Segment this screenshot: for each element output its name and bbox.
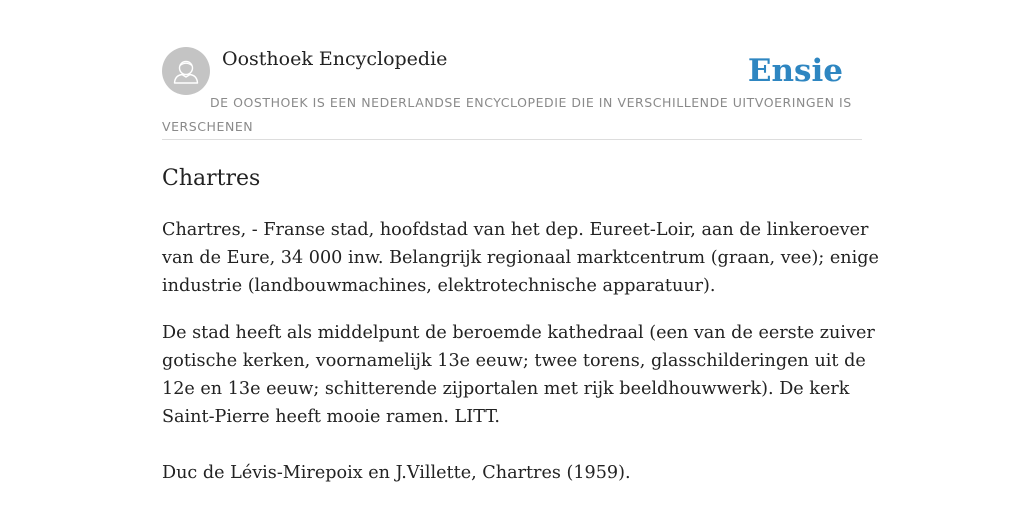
source-description: DE OOSTHOEK IS EEN NEDERLANDSE ENCYCLOPEDIE DIE IN VERSCHILLENDE UITVOERINGEN IS VERSCHENEN (162, 95, 852, 134)
article (162, 163, 879, 487)
article-reference: Duc de Lévis-Mirepoix en J.Villette, Chartres (1959). (162, 463, 631, 483)
header-divider (162, 139, 862, 140)
source-header (162, 47, 862, 140)
paragraph-1-line-3: industrie (landbouwmachines, elektrotechnische apparatuur). (162, 276, 716, 296)
article-paragraph-1 (162, 216, 879, 300)
user-avatar-icon[interactable] (162, 47, 210, 95)
paragraph-2-line-1: De stad heeft als middelpunt de beroemde kathedraal (een van de eerste zuiver (162, 323, 875, 343)
article-paragraph-2 (162, 319, 875, 431)
ensie-logo[interactable]: Ensie (747, 53, 843, 89)
paragraph-1-line-2: van de Eure, 34 000 inw. Belangrijk regionaal marktcentrum (graan, vee); enige (162, 248, 879, 268)
paragraph-1-line-1: Chartres, - Franse stad, hoofdstad van het dep. Eureet-Loir, aan de linkeroever (162, 220, 869, 240)
paragraph-2-line-2: gotische kerken, voornamelijk 13e eeuw; twee torens, glasschilderingen uit de (162, 351, 866, 371)
person-outline-icon (162, 47, 210, 95)
paragraph-2-line-4: Saint-Pierre heeft mooie ramen. LITT. (162, 407, 500, 427)
source-title[interactable]: Oosthoek Encyclopedie (222, 48, 448, 70)
article-title: Chartres (162, 166, 261, 191)
paragraph-2-line-3: 12e en 13e eeuw; schitterende zijportalen met rijk beeldhouwwerk). De kerk (162, 379, 850, 399)
